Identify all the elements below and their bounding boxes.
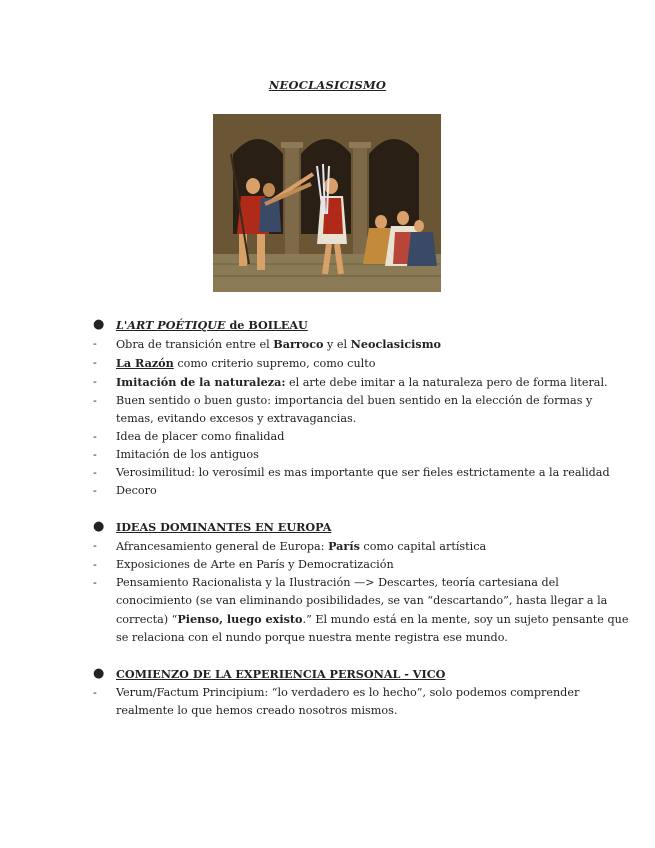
heading-text: L'ART POÉTIQUE: [116, 318, 226, 332]
list-item: - Afrancesamiento general de Europa: París como capital artística: [93, 539, 487, 553]
heading-text-suffix: de BOILEAU: [229, 318, 308, 332]
list-item: - Idea de placer como finalidad: [93, 428, 593, 446]
page-title: NEOCLASICISMO: [268, 78, 387, 92]
list-item: - Exposiciones de Arte en París y Democratización: [93, 556, 593, 574]
section-vico: [93, 665, 593, 720]
dash-marker: -: [93, 337, 97, 350]
section-heading: [93, 316, 593, 335]
section-heading: [93, 665, 593, 684]
dash-marker: -: [93, 539, 97, 552]
list-item: - Buen sentido o buen gusto: importancia del buen sentido en la elección de formas y temas, evitando excesos y extravagancias.: [93, 394, 593, 425]
document-body: [93, 316, 629, 738]
section-boileau: [93, 316, 610, 500]
dash-marker: -: [93, 576, 97, 589]
bullet-icon: ●: [93, 317, 105, 332]
bullet-icon: ●: [93, 519, 105, 534]
list-item: - Verosimilitud: lo verosímil es mas importante que ser fieles estrictamente a la realidad: [93, 464, 593, 482]
list-item: - Pensamiento Racionalista y la Ilustración —> Descartes, teoría cartesiana del conocimiento (se van eliminando posibilidades, se van “descartando”, hasta llegar a la correcta) “Pienso, luego existo.” El mundo está en la mente, soy un sujeto pensante que se relaciona con el nundo porque nuestra mente registra ese mundo.: [93, 576, 629, 644]
list-item: - Decoro: [93, 482, 593, 500]
dash-marker: -: [93, 375, 97, 388]
dash-marker: -: [93, 466, 97, 479]
list-item: - La Razón como criterio supremo, como culto: [93, 356, 376, 370]
list-item: - Obra de transición entre el Barroco y el Neoclasicismo: [93, 337, 441, 351]
list-item: - Verum/Factum Principium: “lo verdadero es lo hecho”, solo podemos comprender realmente lo que hemos creado nosotros mismos.: [93, 686, 580, 717]
heading-text: COMIENZO DE LA EXPERIENCIA PERSONAL - VICO: [116, 667, 446, 681]
list-item: - Imitación de los antiguos: [93, 446, 593, 464]
dash-marker: -: [93, 394, 97, 407]
bullet-icon: ●: [93, 666, 105, 681]
section-ideas-dominantes: [93, 518, 629, 647]
dash-marker: -: [93, 430, 97, 443]
dash-marker: -: [93, 558, 97, 571]
list-item: - Imitación de la naturaleza: el arte debe imitar a la naturaleza pero de forma literal.: [93, 375, 608, 389]
dash-marker: -: [93, 484, 97, 497]
painting-image: [213, 114, 441, 292]
heading-text: IDEAS DOMINANTES EN EUROPA: [116, 520, 332, 534]
dash-marker: -: [93, 448, 97, 461]
dash-marker: -: [93, 356, 97, 369]
section-heading: [93, 518, 593, 537]
dash-marker: -: [93, 686, 97, 699]
